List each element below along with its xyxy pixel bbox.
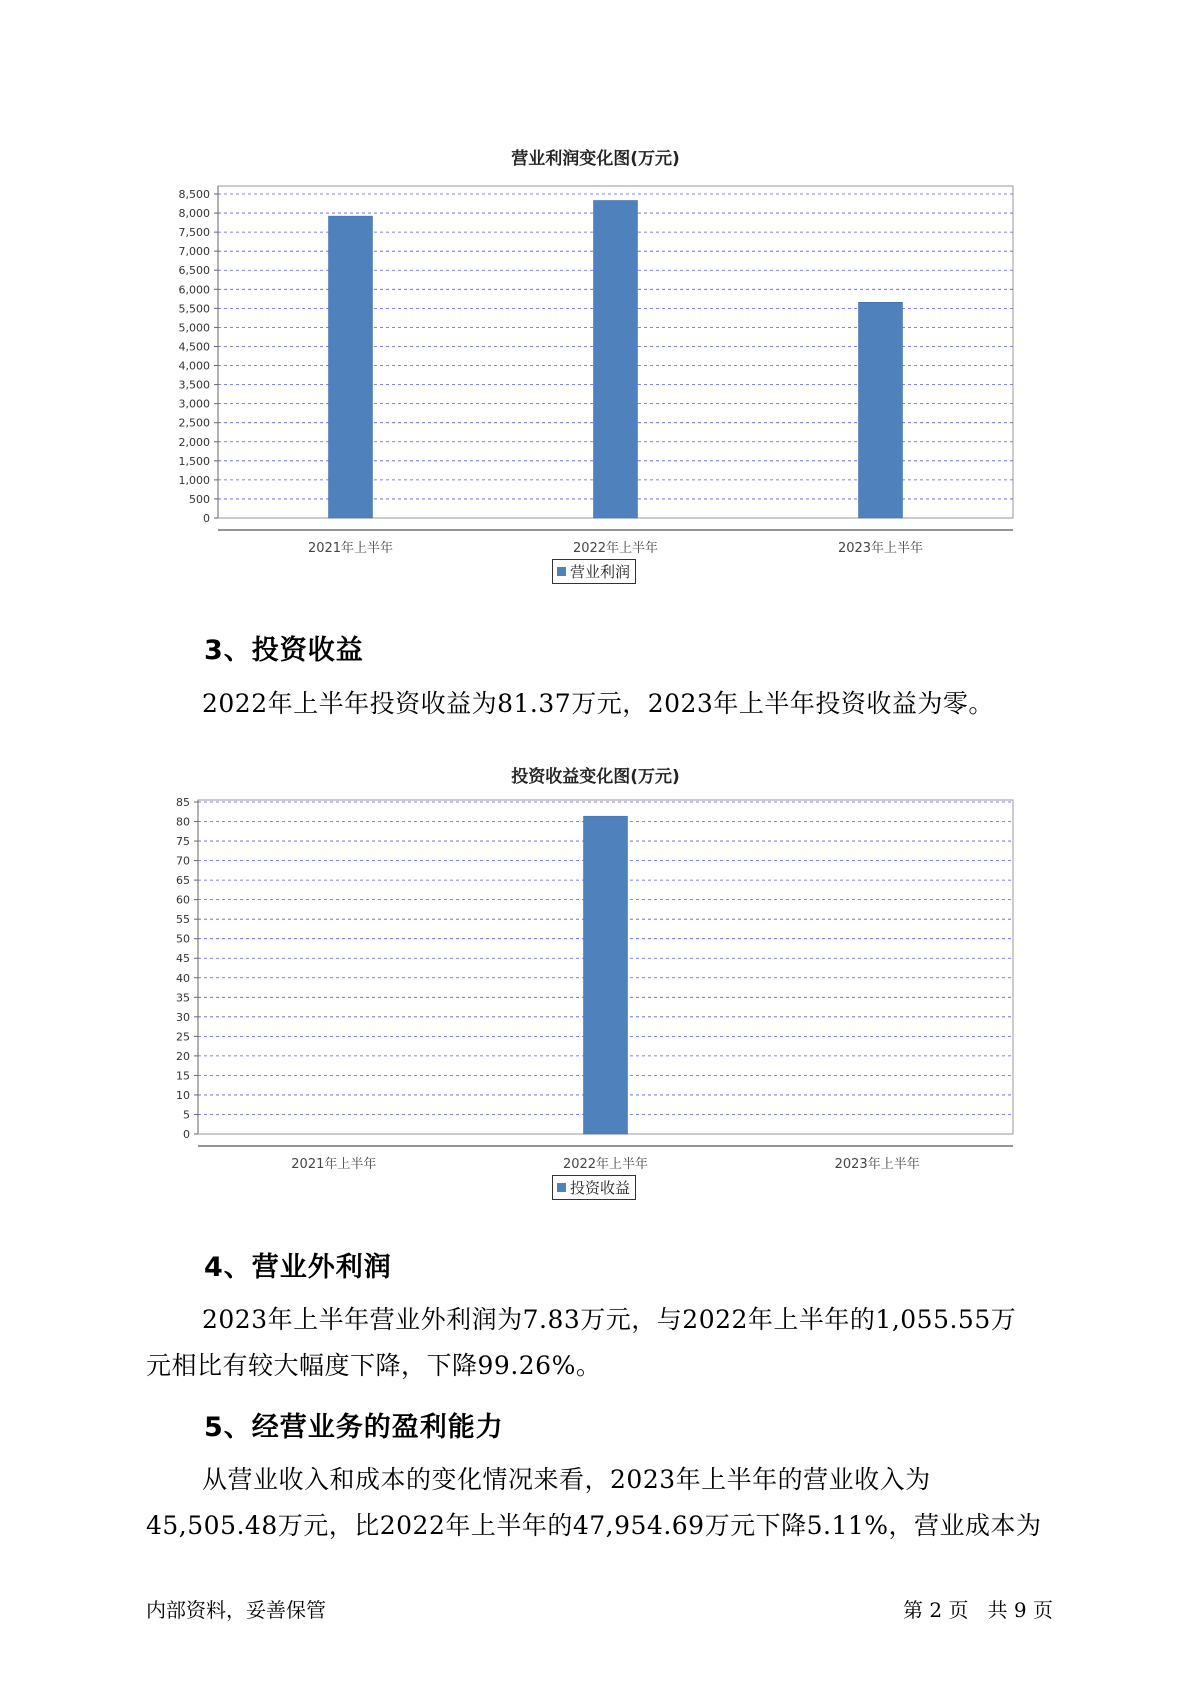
y-tick-label: 8,500: [178, 188, 210, 201]
chart2-legend-label: 投资收益: [570, 1179, 631, 1197]
y-tick-label: 6,500: [178, 264, 210, 278]
section4-line1: 2023年上半年营业外利润为7.83万元，与2022年上半年的1,055.55万: [202, 1305, 1017, 1334]
y-tick-label: 5: [183, 1108, 190, 1122]
section5-line1: 从营业收入和成本的变化情况来看，2023年上半年的营业收入为: [202, 1465, 931, 1494]
y-tick-label: 45: [176, 952, 190, 966]
y-tick-label: 75: [176, 835, 190, 849]
y-tick-label: 4,500: [178, 340, 210, 354]
operating-profit-chart: [0, 170, 1191, 590]
x-tick-label: 2021年上半年: [291, 1157, 377, 1172]
y-tick-label: 80: [176, 815, 190, 829]
y-tick-label: 40: [176, 971, 190, 985]
y-tick-label: 1,000: [178, 473, 210, 487]
y-tick-label: 60: [176, 893, 190, 907]
y-tick-label: 0: [203, 512, 210, 525]
chart1-legend-label: 营业利润: [570, 563, 631, 581]
section5-paragraph: [146, 1457, 1051, 1549]
bar: [859, 302, 903, 518]
y-tick-label: 65: [176, 874, 190, 888]
bar: [594, 200, 638, 518]
investment-income-chart: [0, 790, 1191, 1210]
y-tick-label: 2,000: [178, 435, 210, 449]
y-tick-label: 25: [176, 1030, 190, 1044]
section3-text: 2022年上半年投资收益为81.37万元，2023年上半年投资收益为零。: [202, 689, 994, 718]
chart2-legend-swatch: [557, 1183, 566, 1192]
chart1-legend-swatch: [557, 567, 566, 576]
y-tick-label: 5,000: [178, 321, 210, 335]
y-tick-label: 15: [176, 1069, 190, 1083]
y-tick-label: 3,500: [178, 378, 210, 392]
section4-paragraph: [146, 1297, 1051, 1389]
footer-left: 内部资料，妥善保管: [146, 1598, 326, 1622]
y-tick-label: 50: [176, 932, 190, 946]
y-tick-label: 500: [189, 492, 210, 506]
section4-heading: 4、营业外利润: [204, 1252, 392, 1283]
section5-heading: 5、经营业务的盈利能力: [204, 1412, 504, 1443]
x-tick-label: 2022年上半年: [562, 1157, 649, 1172]
y-tick-label: 8,000: [178, 207, 210, 221]
y-tick-label: 1,500: [178, 454, 210, 468]
y-tick-label: 7,500: [178, 226, 210, 240]
y-tick-label: 30: [176, 1010, 190, 1024]
x-tick-label: 2022年上半年: [572, 541, 659, 556]
y-tick-label: 7,000: [178, 245, 210, 259]
y-tick-label: 85: [176, 796, 190, 809]
section5-line2: 45,505.48万元，比2022年上半年的47,954.69万元下降5.11%，营业成本为: [146, 1511, 1042, 1540]
y-tick-label: 10: [176, 1088, 190, 1102]
section3-heading: 3、投资收益: [204, 635, 364, 666]
section3-paragraph: [146, 681, 1051, 727]
bar: [584, 816, 628, 1134]
y-tick-label: 2,500: [178, 416, 210, 430]
y-tick-label: 70: [176, 854, 190, 868]
footer-page-number: 第 2 页 共 9 页: [903, 1598, 1053, 1622]
y-tick-label: 5,500: [178, 302, 210, 316]
y-tick-label: 3,000: [178, 397, 210, 411]
y-tick-label: 4,000: [178, 359, 210, 373]
chart2-legend: [552, 1175, 636, 1200]
section4-line2: 元相比有较大幅度下降，下降99.26%。: [146, 1351, 602, 1380]
chart1-legend: [552, 559, 636, 584]
y-tick-label: 55: [176, 913, 190, 927]
y-tick-label: 0: [183, 1128, 190, 1141]
chart1-title: 营业利润变化图(万元): [511, 149, 680, 169]
x-tick-label: 2023年上半年: [837, 541, 924, 556]
y-tick-label: 20: [176, 1049, 190, 1063]
y-tick-label: 6,000: [178, 283, 210, 297]
x-tick-label: 2021年上半年: [307, 541, 394, 556]
x-tick-label: 2023年上半年: [834, 1157, 920, 1172]
chart2-title: 投资收益变化图(万元): [511, 767, 680, 787]
y-tick-label: 35: [176, 991, 190, 1005]
bar: [329, 216, 373, 518]
